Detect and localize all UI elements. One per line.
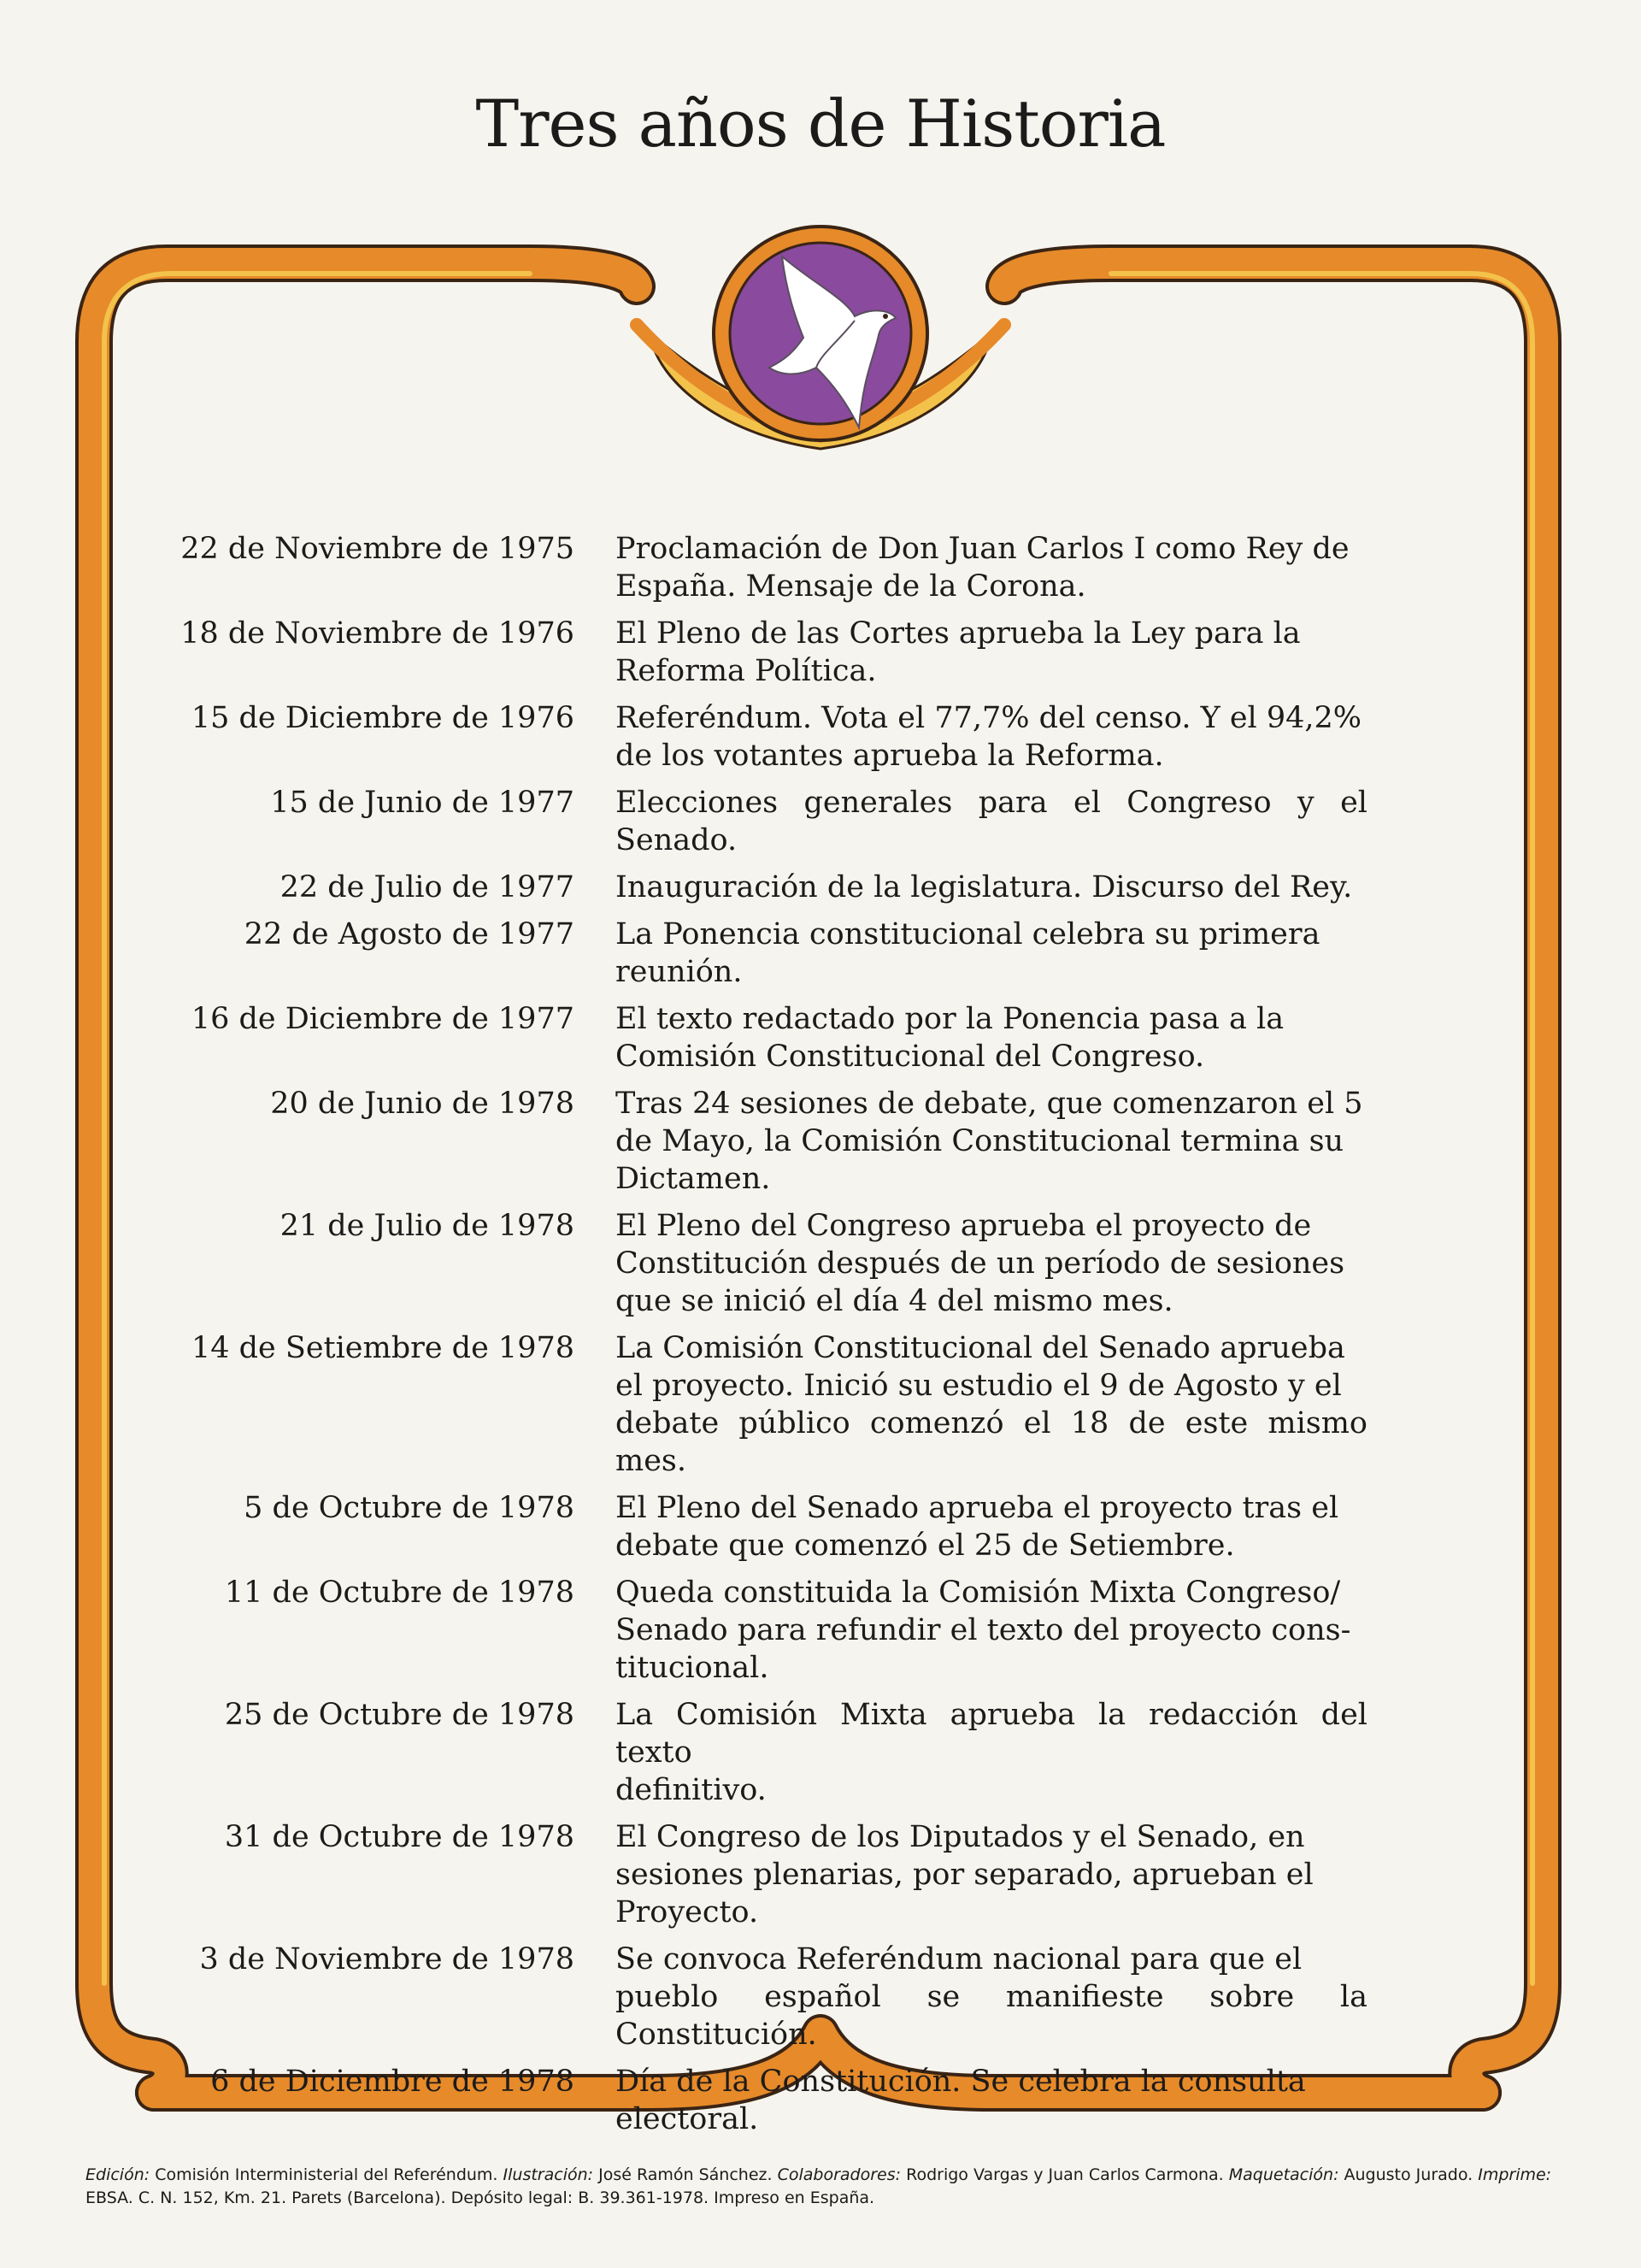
event-date: 6 de Diciembre de 1978 <box>210 2065 574 2099</box>
colophon-label: Colaboradores: <box>777 2165 902 2184</box>
event-description: El Pleno de las Cortes aprueba la Ley para la Reforma Política. <box>615 616 1301 688</box>
page-title: Tres años de Historia <box>475 85 1166 162</box>
event-date: 11 de Octubre de 1978 <box>224 1576 574 1610</box>
colophon <box>85 2164 1556 2210</box>
timeline-event <box>154 2063 1393 2138</box>
event-description: La Comisión Constitucional del Senado aprueba el proyecto. Inició su estudio el 9 de Agosto y el debate público comenzó el 18 de este mismo mes. <box>615 1331 1368 1478</box>
colophon-value: Rodrigo Vargas y Juan Carlos Carmona. <box>906 2165 1224 2184</box>
colophon-value: EBSA. C. N. 152, Km. 21. Parets (Barcelona). Depósito legal: B. 39.361-1978. Impreso en España. <box>85 2188 875 2207</box>
event-date: 22 de Noviembre de 1975 <box>180 532 574 566</box>
event-description: Queda constituida la Comisión Mixta Congreso/ Senado para refundir el texto del proyecto cons- titucional. <box>615 1576 1351 1685</box>
timeline-event <box>154 1941 1393 2053</box>
event-date: 16 de Diciembre de 1977 <box>191 1002 574 1036</box>
colophon-value: Comisión Interministerial del Referéndum. <box>155 2165 498 2184</box>
colophon-value: José Ramón Sánchez. <box>598 2165 773 2184</box>
timeline-event <box>154 1207 1393 1320</box>
timeline <box>154 530 1393 2147</box>
event-description: Día de la Constitución. Se celebra la consulta electoral. <box>615 2065 1306 2136</box>
event-description: Inauguración de la legislatura. Discurso del Rey. <box>615 870 1353 904</box>
timeline-event <box>154 1696 1393 1809</box>
event-date: 21 de Julio de 1978 <box>279 1209 574 1243</box>
event-date: 15 de Junio de 1977 <box>270 786 574 820</box>
event-description: La Ponencia constitucional celebra su primera reunión. <box>615 917 1320 989</box>
event-description: El Pleno del Congreso aprueba el proyecto de Constitución después de un período de sesiones que se inició el día 4 del mismo mes. <box>615 1209 1345 1318</box>
event-date: 15 de Diciembre de 1976 <box>191 701 574 735</box>
colophon-value: Augusto Jurado. <box>1344 2165 1473 2184</box>
colophon-label: Ilustración: <box>503 2165 594 2184</box>
event-description: El Pleno del Senado aprueba el proyecto tras el debate que comenzó el 25 de Setiembre. <box>615 1491 1339 1563</box>
event-description: Se convoca Referéndum nacional para que el pueblo español se manifieste sobre la Constitución. <box>615 1942 1368 2052</box>
timeline-event <box>154 916 1393 991</box>
timeline-event <box>154 869 1393 906</box>
event-date: 18 de Noviembre de 1976 <box>180 616 574 651</box>
colophon-label: Edición: <box>85 2165 150 2184</box>
timeline-event <box>154 1085 1393 1198</box>
timeline-event <box>154 530 1393 605</box>
timeline-event <box>154 1818 1393 1931</box>
timeline-event <box>154 615 1393 690</box>
colophon-label: Maquetación: <box>1228 2165 1339 2184</box>
timeline-event <box>154 1489 1393 1564</box>
event-description: El texto redactado por la Ponencia pasa a la Comisión Constitucional del Congreso. <box>615 1002 1285 1074</box>
event-date: 25 de Octubre de 1978 <box>224 1698 574 1732</box>
event-date: 22 de Julio de 1977 <box>279 870 574 904</box>
timeline-event <box>154 1000 1393 1075</box>
event-description: Tras 24 sesiones de debate, que comenzaron el 5 de Mayo, la Comisión Constitucional termina su Dictamen. <box>615 1087 1363 1196</box>
event-date: 5 de Octubre de 1978 <box>244 1491 574 1525</box>
event-description: El Congreso de los Diputados y el Senado, en sesiones plenarias, por separado, aprueban el Proyecto. <box>615 1820 1314 1929</box>
colophon-label: Imprime: <box>1478 2165 1552 2184</box>
event-description: Referéndum. Vota el 77,7% del censo. Y el 94,2% de los votantes aprueba la Reforma. <box>615 701 1362 773</box>
event-description: Elecciones generales para el Congreso y el Senado. <box>615 786 1368 857</box>
timeline-event <box>154 699 1393 775</box>
event-date: 3 de Noviembre de 1978 <box>199 1942 574 1976</box>
timeline-event <box>154 784 1393 859</box>
event-date: 20 de Junio de 1978 <box>270 1087 574 1121</box>
timeline-event <box>154 1329 1393 1480</box>
event-date: 31 de Octubre de 1978 <box>224 1820 574 1854</box>
timeline-event <box>154 1574 1393 1687</box>
event-description: Proclamación de Don Juan Carlos I como Rey de España. Mensaje de la Corona. <box>615 532 1350 604</box>
event-date: 14 de Setiembre de 1978 <box>191 1331 574 1365</box>
event-date: 22 de Agosto de 1977 <box>244 917 574 951</box>
event-description: La Comisión Mixta aprueba la redacción del texto definitivo. <box>615 1698 1368 1807</box>
